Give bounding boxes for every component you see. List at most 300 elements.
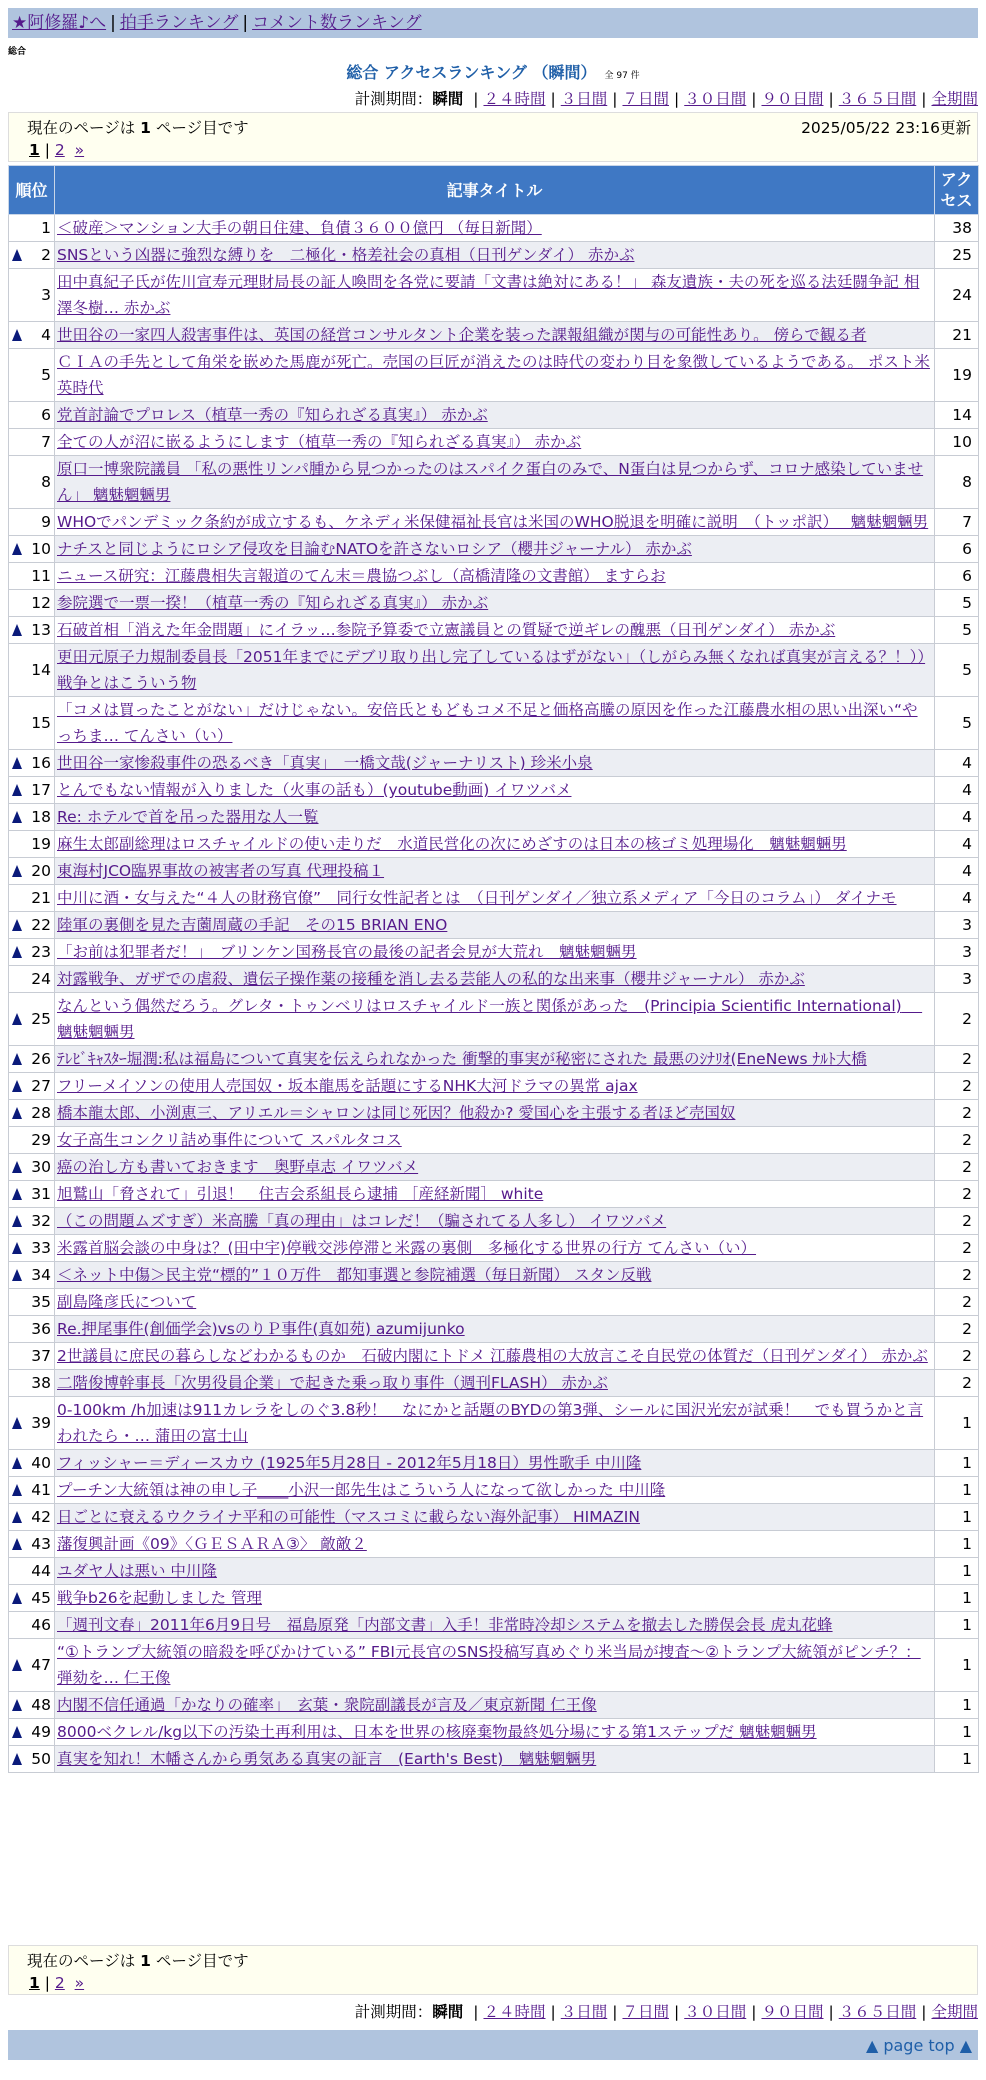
rank-cell xyxy=(9,993,55,1046)
title-cell xyxy=(55,1692,935,1719)
table-row xyxy=(9,429,979,456)
title-cell xyxy=(55,1208,935,1235)
period-link[interactable]: 全期間 xyxy=(931,90,978,108)
access-count: 1 xyxy=(935,1450,979,1477)
rank-cell xyxy=(9,1316,55,1343)
access-count: 2 xyxy=(935,1046,979,1073)
rank-cell xyxy=(9,242,55,269)
rank-number: 27 xyxy=(31,1077,51,1095)
article-title-link[interactable]: 更田元原子力規制委員長「2051年までにデブリ取り出し完了しているはずがない」（しがらみ無くなれば真実が言える？！））戦争とはこういう物 xyxy=(57,648,926,692)
rank-up-arrow-icon xyxy=(12,1053,22,1065)
rank-up-arrow-icon xyxy=(12,1080,22,1092)
home-link[interactable]: ★阿修羅♪へ xyxy=(12,13,107,33)
title-cell xyxy=(55,1316,935,1343)
rank-cell xyxy=(9,429,55,456)
table-row xyxy=(9,1154,979,1181)
title-cell xyxy=(55,1046,935,1073)
table-row xyxy=(9,536,979,563)
title-cell xyxy=(55,509,935,536)
article-title-link[interactable]: （この問題ムズすぎ）米高騰「真の理由」はコレだ！（騙されてる人多し） イワツバメ xyxy=(57,1212,667,1230)
article-title-link[interactable]: 女子高生コンクリ詰め事件について スパルタコス xyxy=(57,1131,402,1149)
rank-number: 2 xyxy=(41,246,51,264)
rank-cell xyxy=(9,644,55,697)
access-count: 4 xyxy=(935,831,979,858)
rank-number: 30 xyxy=(31,1158,51,1176)
period-link[interactable]: ３０日間 xyxy=(684,2003,747,2021)
rank-number: 12 xyxy=(31,594,51,612)
rank-cell xyxy=(9,1100,55,1127)
total-count: 全 97 件 xyxy=(604,71,640,81)
table-row xyxy=(9,509,979,536)
article-title-link[interactable]: SNSという凶器に強烈な縛りを 二極化・格差社会の真相（日刊ゲンダイ） 赤かぶ xyxy=(57,246,635,264)
access-count: 2 xyxy=(935,1208,979,1235)
rank-up-arrow-icon xyxy=(12,1188,22,1200)
rank-up-arrow-icon xyxy=(12,1592,22,1604)
table-row xyxy=(9,1181,979,1208)
table-row xyxy=(9,831,979,858)
title-cell xyxy=(55,617,935,644)
table-row xyxy=(9,1692,979,1719)
access-count: 4 xyxy=(935,777,979,804)
period-separator: | xyxy=(473,2003,479,2021)
paging-box-top xyxy=(8,112,978,162)
rank-up-arrow-icon xyxy=(12,811,22,823)
table-row xyxy=(9,617,979,644)
article-title-link[interactable]: ＜ネット中傷＞民主党“標的”１０万件 都知事選と参院補選（毎日新聞） スタン反戦 xyxy=(57,1266,652,1284)
article-title-link[interactable]: ＜破産＞マンション大手の朝日住建、負債３６００億円 （毎日新聞） xyxy=(57,219,542,237)
rank-number: 31 xyxy=(31,1185,51,1203)
article-title-link[interactable]: 橋本龍太郎、小渕恵三、アリエル＝シャロンは同じ死因？他殺か? 愛国心を主張する者ほど売国奴 xyxy=(57,1104,736,1122)
table-row xyxy=(9,1450,979,1477)
rank-up-arrow-icon xyxy=(12,1215,22,1227)
table-row xyxy=(9,563,979,590)
article-title-link[interactable]: 石破首相「消えた年金問題」にイラッ…参院予算委で立憲議員との質疑で逆ギレの醜悪（日刊ゲンダイ） 赤かぶ xyxy=(57,621,836,639)
table-row xyxy=(9,1235,979,1262)
rank-cell xyxy=(9,1289,55,1316)
rank-up-arrow-icon xyxy=(12,1013,22,1025)
period-link[interactable]: 全期間 xyxy=(931,2003,978,2021)
table-row xyxy=(9,215,979,242)
access-count: 5 xyxy=(935,617,979,644)
article-title-link[interactable]: フィッシャー＝ディースカウ (1925年5月28日 - 2012年5月18日）男性歌手 中川隆 xyxy=(57,1454,642,1472)
table-row xyxy=(9,1504,979,1531)
access-count: 2 xyxy=(935,1127,979,1154)
rank-cell xyxy=(9,509,55,536)
rank-up-arrow-icon xyxy=(12,624,22,636)
title-cell xyxy=(55,1397,935,1450)
title-cell xyxy=(55,750,935,777)
article-title-link[interactable]: 「週刊文春」2011年6月9日号 福島原発「内部文書」入手！非常時冷却システムを撤去した勝俣会長 虎丸花蜂 xyxy=(57,1616,833,1634)
access-count: 24 xyxy=(935,269,979,322)
title-cell xyxy=(55,1100,935,1127)
table-row xyxy=(9,1397,979,1450)
article-title-link[interactable]: 党首討論でプロレス（植草一秀の『知られざる真実』） 赤かぶ xyxy=(57,406,488,424)
article-title-link[interactable]: ナチスと同じようにロシア侵攻を目論むNATOを許さないロシア（櫻井ジャーナル） 赤かぶ xyxy=(57,540,692,558)
article-title-link[interactable]: Re.押尾事件(創価学会)vsのりＰ事件(真如苑) azumijunko xyxy=(57,1320,465,1338)
table-row xyxy=(9,590,979,617)
rank-cell xyxy=(9,1639,55,1692)
page-indicator xyxy=(27,1949,249,1971)
table-row xyxy=(9,269,979,322)
title-cell xyxy=(55,590,935,617)
rank-cell xyxy=(9,322,55,349)
article-title-link[interactable]: 中川に酒・女与えた“４人の財務官僚” 同行女性記者とは （日刊ゲンダイ／独立系メディア「今日のコラム」） ダイナモ xyxy=(57,889,897,907)
rank-number: 18 xyxy=(31,808,51,826)
period-selector-bottom xyxy=(355,2000,978,2022)
article-title-link[interactable]: とんでもない情報が入りました（火事の話も）(youtube動画) イワツバメ xyxy=(57,781,572,799)
rank-number: 39 xyxy=(31,1414,51,1432)
ranking-heading xyxy=(8,60,978,83)
title-cell xyxy=(55,402,935,429)
table-row xyxy=(9,1262,979,1289)
page-prefix: 現在のページは xyxy=(27,119,136,137)
article-title-link[interactable]: 戦争b26を起動しました 管理 xyxy=(57,1589,262,1607)
period-link[interactable]: ７日間 xyxy=(622,2003,669,2021)
paging-box-bottom xyxy=(8,1945,978,1995)
table-row xyxy=(9,993,979,1046)
article-title-link[interactable]: ニュース研究：江藤農相失言報道のてん末＝農協つぶし（高橋清隆の文書館） ますらお xyxy=(57,567,666,585)
article-title-link[interactable]: Re: ホテルで首を吊った器用な人一覧 xyxy=(57,808,319,826)
article-title-link[interactable]: 陸軍の裏側を見た吉薗周蔵の手記 その15 BRIAN ENO xyxy=(57,916,448,934)
rank-number: 33 xyxy=(31,1239,51,1257)
title-cell xyxy=(55,1477,935,1504)
access-count: 1 xyxy=(935,1585,979,1612)
table-row xyxy=(9,1127,979,1154)
article-title-link[interactable]: 米露首脳会談の中身は？(田中宇)停戦交渉停滞と米露の裏側 多極化する世界の行方 てんさい（い） xyxy=(57,1239,757,1257)
title-cell xyxy=(55,1235,935,1262)
access-header: アクセス xyxy=(935,166,979,215)
period-separator: | xyxy=(921,90,927,108)
article-title-link[interactable]: 旭鷲山「脅されて」引退！ 住吉会系組長ら逮捕 ［産経新聞］ white xyxy=(57,1185,544,1203)
rank-cell xyxy=(9,1558,55,1585)
rank-number: 3 xyxy=(41,286,51,304)
article-title-link[interactable]: 0-100km /h加速は911カレラをしのぐ3.8秒！ なにかと話題のBYDの第3弾、シールに国沢光宏が試乗！ でも買うかと言われたら・… 蒲田の富士山 xyxy=(57,1401,924,1445)
access-count: 1 xyxy=(935,1612,979,1639)
article-title-link[interactable]: 全ての人が沼に嵌るようにします（植草一秀の『知られざる真実』） 赤かぶ xyxy=(57,433,582,451)
article-title-link[interactable]: 8000ベクレル/kg以下の汚染土再利用は、日本を世界の核廃棄物最終処分場にする第1ステップだ 魑魅魍魎男 xyxy=(57,1723,817,1741)
rank-number: 6 xyxy=(41,406,51,424)
access-count: 1 xyxy=(935,1639,979,1692)
table-row xyxy=(9,1558,979,1585)
rank-number: 49 xyxy=(31,1723,51,1741)
rank-cell xyxy=(9,215,55,242)
title-cell xyxy=(55,1370,935,1397)
period-link[interactable]: ３０日間 xyxy=(684,90,747,108)
article-title-link[interactable]: 内閣不信任通過「かなりの確率」 玄葉・衆院副議長が言及／東京新聞 仁王像 xyxy=(57,1696,597,1714)
title-cell xyxy=(55,1262,935,1289)
article-title-link[interactable]: 世田谷の一家四人殺害事件は、英国の経営コンサルタント企業を装った課報組織が関与の可能性あり。 傍らで観る者 xyxy=(57,326,867,344)
table-row xyxy=(9,777,979,804)
rank-number: 14 xyxy=(31,661,51,679)
period-link[interactable]: ９０日間 xyxy=(761,2003,824,2021)
table-row xyxy=(9,697,979,750)
table-row xyxy=(9,1208,979,1235)
page-top-link[interactable]: ▲ page top ▲ xyxy=(865,2036,972,2055)
rank-cell xyxy=(9,536,55,563)
page-2-link[interactable]: 2 xyxy=(54,1974,65,1992)
table-row xyxy=(9,912,979,939)
title-cell xyxy=(55,349,935,402)
access-count: 2 xyxy=(935,993,979,1046)
access-count: 3 xyxy=(935,912,979,939)
access-count: 4 xyxy=(935,858,979,885)
table-row xyxy=(9,750,979,777)
rank-number: 46 xyxy=(31,1616,51,1634)
rank-cell xyxy=(9,1719,55,1746)
title-cell xyxy=(55,697,935,750)
rank-cell xyxy=(9,1450,55,1477)
table-row xyxy=(9,858,979,885)
title-cell xyxy=(55,1073,935,1100)
rank-number: 24 xyxy=(31,970,51,988)
rank-cell xyxy=(9,1585,55,1612)
period-link[interactable]: ３６５日間 xyxy=(838,90,917,108)
article-title-link[interactable]: 副島隆彦氏について xyxy=(57,1293,197,1311)
table-row xyxy=(9,1289,979,1316)
title-cell xyxy=(55,885,935,912)
updated-time: 2025/05/22 23:16更新 xyxy=(801,119,971,137)
rank-up-arrow-icon xyxy=(12,1269,22,1281)
period-separator: | xyxy=(674,90,680,108)
access-count: 1 xyxy=(935,1504,979,1531)
article-title-link[interactable]: 田中真紀子氏が佐川宣寿元理財局長の証人喚問を各党に要請「文書は絶対にある！」 森友遺族・夫の死を巡る法廷闘争記 相澤冬樹… 赤かぶ xyxy=(57,273,920,317)
page-2-link[interactable]: 2 xyxy=(54,141,65,159)
title-cell xyxy=(55,644,935,697)
article-title-link[interactable]: ﾃﾚﾋﾞｷｬｽﾀｰ堀潤:私は福島について真実を伝えられなかった 衝撃的事実が秘密にされた 最悪のｼﾅﾘｵ(EneNews ﾅﾙﾄ大橋 xyxy=(57,1050,867,1068)
table-row xyxy=(9,1585,979,1612)
rank-up-arrow-icon xyxy=(12,1726,22,1738)
rank-up-arrow-icon xyxy=(12,1484,22,1496)
period-link[interactable]: ７日間 xyxy=(622,90,669,108)
rank-number: 20 xyxy=(31,862,51,880)
title-cell xyxy=(55,1181,935,1208)
article-title-link[interactable]: 世田谷一家惨殺事件の恐るべき「真実」 一橋文哉(ジャーナリスト) 珍米小泉 xyxy=(57,754,593,772)
comment-ranking-link[interactable]: コメント数ランキング xyxy=(252,13,422,33)
title-cell xyxy=(55,1154,935,1181)
access-count: 1 xyxy=(935,1746,979,1773)
article-title-link[interactable]: 二階俊博幹事長「次男役員企業」で起きた乗っ取り事件（週刊FLASH） 赤かぶ xyxy=(57,1374,608,1392)
table-row xyxy=(9,322,979,349)
article-title-link[interactable]: 真実を知れ！木幡さんから勇気ある真実の証言 (Earth's Best) 魑魅魍魎男 xyxy=(57,1750,597,1768)
rank-cell xyxy=(9,1046,55,1073)
article-title-link[interactable]: ユダヤ人は悪い 中川隆 xyxy=(57,1562,217,1580)
rank-number: 25 xyxy=(31,1010,51,1028)
rank-number: 21 xyxy=(31,889,51,907)
article-title-link[interactable]: 日ごとに衰えるウクライナ平和の可能性（マスコミに載らない海外記事） HIMAZIN xyxy=(57,1508,640,1526)
article-title-link[interactable]: WHOでパンデミック条約が成立するも、ケネディ米保健福祉長官は米国のWHO脱退を明確に説明 （トッポ訳） 魑魅魍魎男 xyxy=(57,513,929,531)
rank-up-arrow-icon xyxy=(12,1161,22,1173)
rank-number: 42 xyxy=(31,1508,51,1526)
article-title-link[interactable]: プーチン大統領は神の申し子____小沢一郎先生はこういう人になって欲しかった 中川隆 xyxy=(57,1481,666,1499)
title-cell xyxy=(55,456,935,509)
page-indicator xyxy=(27,116,249,138)
article-title-link[interactable]: 「コメは買ったことがない」だけじゃない。安倍氏ともどもコメ不足と価格高騰の原因を作った江藤農水相の思い出深い“やっちま… てんさい（い） xyxy=(57,701,918,745)
rank-number: 35 xyxy=(31,1293,51,1311)
title-cell xyxy=(55,1585,935,1612)
pagination: 1 | 2 » xyxy=(29,141,85,159)
period-link[interactable]: ３６５日間 xyxy=(838,2003,917,2021)
period-separator: | xyxy=(828,2003,834,2021)
table-row xyxy=(9,349,979,402)
access-count: 2 xyxy=(935,1370,979,1397)
period-link[interactable]: ９０日間 xyxy=(761,90,824,108)
access-count: 5 xyxy=(935,644,979,697)
rank-number: 10 xyxy=(31,540,51,558)
table-row xyxy=(9,804,979,831)
access-count: 4 xyxy=(935,885,979,912)
access-count: 1 xyxy=(935,1719,979,1746)
article-title-link[interactable]: 対露戦争、ガザでの虐殺、遺伝子操作薬の接種を消し去る芸能人の私的な出来事（櫻井ジャーナル） 赤かぶ xyxy=(57,970,805,988)
access-count: 2 xyxy=(935,1343,979,1370)
rank-number: 50 xyxy=(31,1750,51,1768)
rank-up-arrow-icon xyxy=(12,1511,22,1523)
table-row xyxy=(9,1746,979,1773)
rank-number: 8 xyxy=(41,473,51,491)
period-link[interactable]: ２４時間 xyxy=(483,2003,546,2021)
access-count: 4 xyxy=(935,750,979,777)
access-count: 14 xyxy=(935,402,979,429)
rank-number: 4 xyxy=(41,326,51,344)
rank-cell xyxy=(9,1208,55,1235)
table-row xyxy=(9,644,979,697)
title-cell xyxy=(55,1289,935,1316)
next-page-link[interactable]: » xyxy=(74,1974,85,1992)
period-separator: | xyxy=(751,90,757,108)
rank-cell xyxy=(9,617,55,644)
rank-cell xyxy=(9,912,55,939)
rank-number: 7 xyxy=(41,433,51,451)
rank-number: 47 xyxy=(31,1656,51,1674)
rank-number: 43 xyxy=(31,1535,51,1553)
rank-number: 9 xyxy=(41,513,51,531)
rank-cell xyxy=(9,1746,55,1773)
article-title-link[interactable]: 癌の治し方も書いておきます 奥野卓志 イワツバメ xyxy=(57,1158,419,1176)
article-title-link[interactable]: なんという偶然だろう。グレタ・トゥンベリはロスチャイルド一族と関係があった (Principia Scientific International) 魑魅魍魎男 xyxy=(57,997,923,1041)
rank-cell xyxy=(9,750,55,777)
current-page: 1 xyxy=(140,1952,151,1970)
title-cell xyxy=(55,269,935,322)
title-cell xyxy=(55,1504,935,1531)
title-header: 記事タイトル xyxy=(55,166,935,215)
period-link[interactable]: ３日間 xyxy=(560,90,608,108)
access-count: 2 xyxy=(935,1154,979,1181)
rank-number: 23 xyxy=(31,943,51,961)
access-count: 2 xyxy=(935,1316,979,1343)
article-title-link[interactable]: ＣＩＡの手先として角栄を嵌めた馬鹿が死亡。売国の巨匠が消えたのは時代の変わり目を象徴しているようである。 ポスト米英時代 xyxy=(57,353,930,397)
rank-number: 37 xyxy=(31,1347,51,1365)
period-separator: | xyxy=(612,90,618,108)
access-count: 5 xyxy=(935,590,979,617)
rank-cell xyxy=(9,1531,55,1558)
rank-cell xyxy=(9,1692,55,1719)
rank-number: 38 xyxy=(31,1374,51,1392)
title-cell xyxy=(55,536,935,563)
rank-number: 34 xyxy=(31,1266,51,1284)
period-separator: | xyxy=(612,2003,618,2021)
access-count: 2 xyxy=(935,1073,979,1100)
table-row xyxy=(9,1100,979,1127)
rank-cell xyxy=(9,456,55,509)
rank-cell xyxy=(9,885,55,912)
next-page-link[interactable]: » xyxy=(74,141,85,159)
rank-up-arrow-icon xyxy=(12,1417,22,1429)
access-count: 8 xyxy=(935,456,979,509)
period-selector-top xyxy=(355,87,978,109)
article-title-link[interactable]: 麻生太郎副総理はロスチャイルドの使い走りだ 水道民営化の次にめざすのは日本の核ゴミ処理場化 魑魅魍魎男 xyxy=(57,835,847,853)
bottom-bar xyxy=(8,2030,978,2060)
title-cell xyxy=(55,831,935,858)
rank-number: 36 xyxy=(31,1320,51,1338)
rank-cell xyxy=(9,697,55,750)
table-header-row xyxy=(9,166,979,215)
nav-separator: | xyxy=(242,13,249,33)
article-title-link[interactable]: “①トランプ大統領の暗殺を呼びかけている” FBI元長官のSNS投稿写真めぐり米当局が捜査～②トランプ大統領がピンチ？：弾劾を… 仁王像 xyxy=(57,1643,921,1687)
access-count: 1 xyxy=(935,1397,979,1450)
access-count: 5 xyxy=(935,697,979,750)
table-row xyxy=(9,1046,979,1073)
table-row xyxy=(9,1639,979,1692)
access-count: 2 xyxy=(935,1262,979,1289)
rank-cell xyxy=(9,1154,55,1181)
access-count: 3 xyxy=(935,966,979,993)
title-cell xyxy=(55,242,935,269)
article-title-link[interactable]: 2世議員に庶民の暮らしなどわかるものか 石破内閣にトドメ 江藤農相の大放言こそ自民党の体質だ（日刊ゲンダイ） 赤かぶ xyxy=(57,1347,928,1365)
article-title-link[interactable]: 原口一博衆院議員 「私の悪性リンパ腫から見つかったのはスパイク蛋白のみで、N蛋白は見つからず、コロナ感染していません」 魑魅魍魎男 xyxy=(57,460,924,504)
access-count: 1 xyxy=(935,1558,979,1585)
title-cell xyxy=(55,939,935,966)
table-row xyxy=(9,1316,979,1343)
title-cell xyxy=(55,429,935,456)
article-title-link[interactable]: フリーメイソンの使用人売国奴・坂本龍馬を話題にするNHK大河ドラマの異常 ajax xyxy=(57,1077,638,1095)
page-1-link[interactable]: 1 xyxy=(29,1974,40,1992)
title-cell xyxy=(55,1450,935,1477)
table-row xyxy=(9,939,979,966)
clap-ranking-link[interactable]: 拍手ランキング xyxy=(119,13,239,33)
title-cell xyxy=(55,1719,935,1746)
rank-number: 16 xyxy=(31,754,51,772)
title-cell xyxy=(55,1639,935,1692)
access-count: 19 xyxy=(935,349,979,402)
rank-up-arrow-icon xyxy=(12,919,22,931)
article-title-link[interactable]: 東海村JCO臨界事故の被害者の写真 代理投稿１ xyxy=(57,862,385,880)
rank-cell xyxy=(9,966,55,993)
page-title: 総合 アクセスランキング （瞬間） xyxy=(346,63,597,82)
article-title-link[interactable]: 藩復興計画《09》〈ＧＥＳＡＲＡ③〉 敵敵２ xyxy=(57,1535,367,1553)
title-cell xyxy=(55,215,935,242)
rank-cell xyxy=(9,1477,55,1504)
rank-number: 19 xyxy=(31,835,51,853)
rank-up-arrow-icon xyxy=(12,1457,22,1469)
rank-cell xyxy=(9,1181,55,1208)
page-1-link[interactable]: 1 xyxy=(29,141,40,159)
rank-cell xyxy=(9,402,55,429)
rank-cell xyxy=(9,1370,55,1397)
rank-cell xyxy=(9,1397,55,1450)
period-label: 計測期間： xyxy=(354,2003,433,2021)
article-title-link[interactable]: 参院選で一票一揆！（植草一秀の『知られざる真実』） 赤かぶ xyxy=(57,594,489,612)
rank-up-arrow-icon xyxy=(12,757,22,769)
title-cell xyxy=(55,1746,935,1773)
table-row xyxy=(9,402,979,429)
article-title-link[interactable]: 「お前は犯罪者だ！」 ブリンケン国務長官の最後の記者会見が大荒れ 魑魅魍魎男 xyxy=(57,943,637,961)
period-link[interactable]: ３日間 xyxy=(560,2003,608,2021)
rank-cell xyxy=(9,349,55,402)
access-count: 2 xyxy=(935,1100,979,1127)
period-link[interactable]: ２４時間 xyxy=(483,90,546,108)
period-separator: | xyxy=(751,2003,757,2021)
rank-up-arrow-icon xyxy=(12,249,22,261)
category-label: 総合 xyxy=(8,47,27,57)
